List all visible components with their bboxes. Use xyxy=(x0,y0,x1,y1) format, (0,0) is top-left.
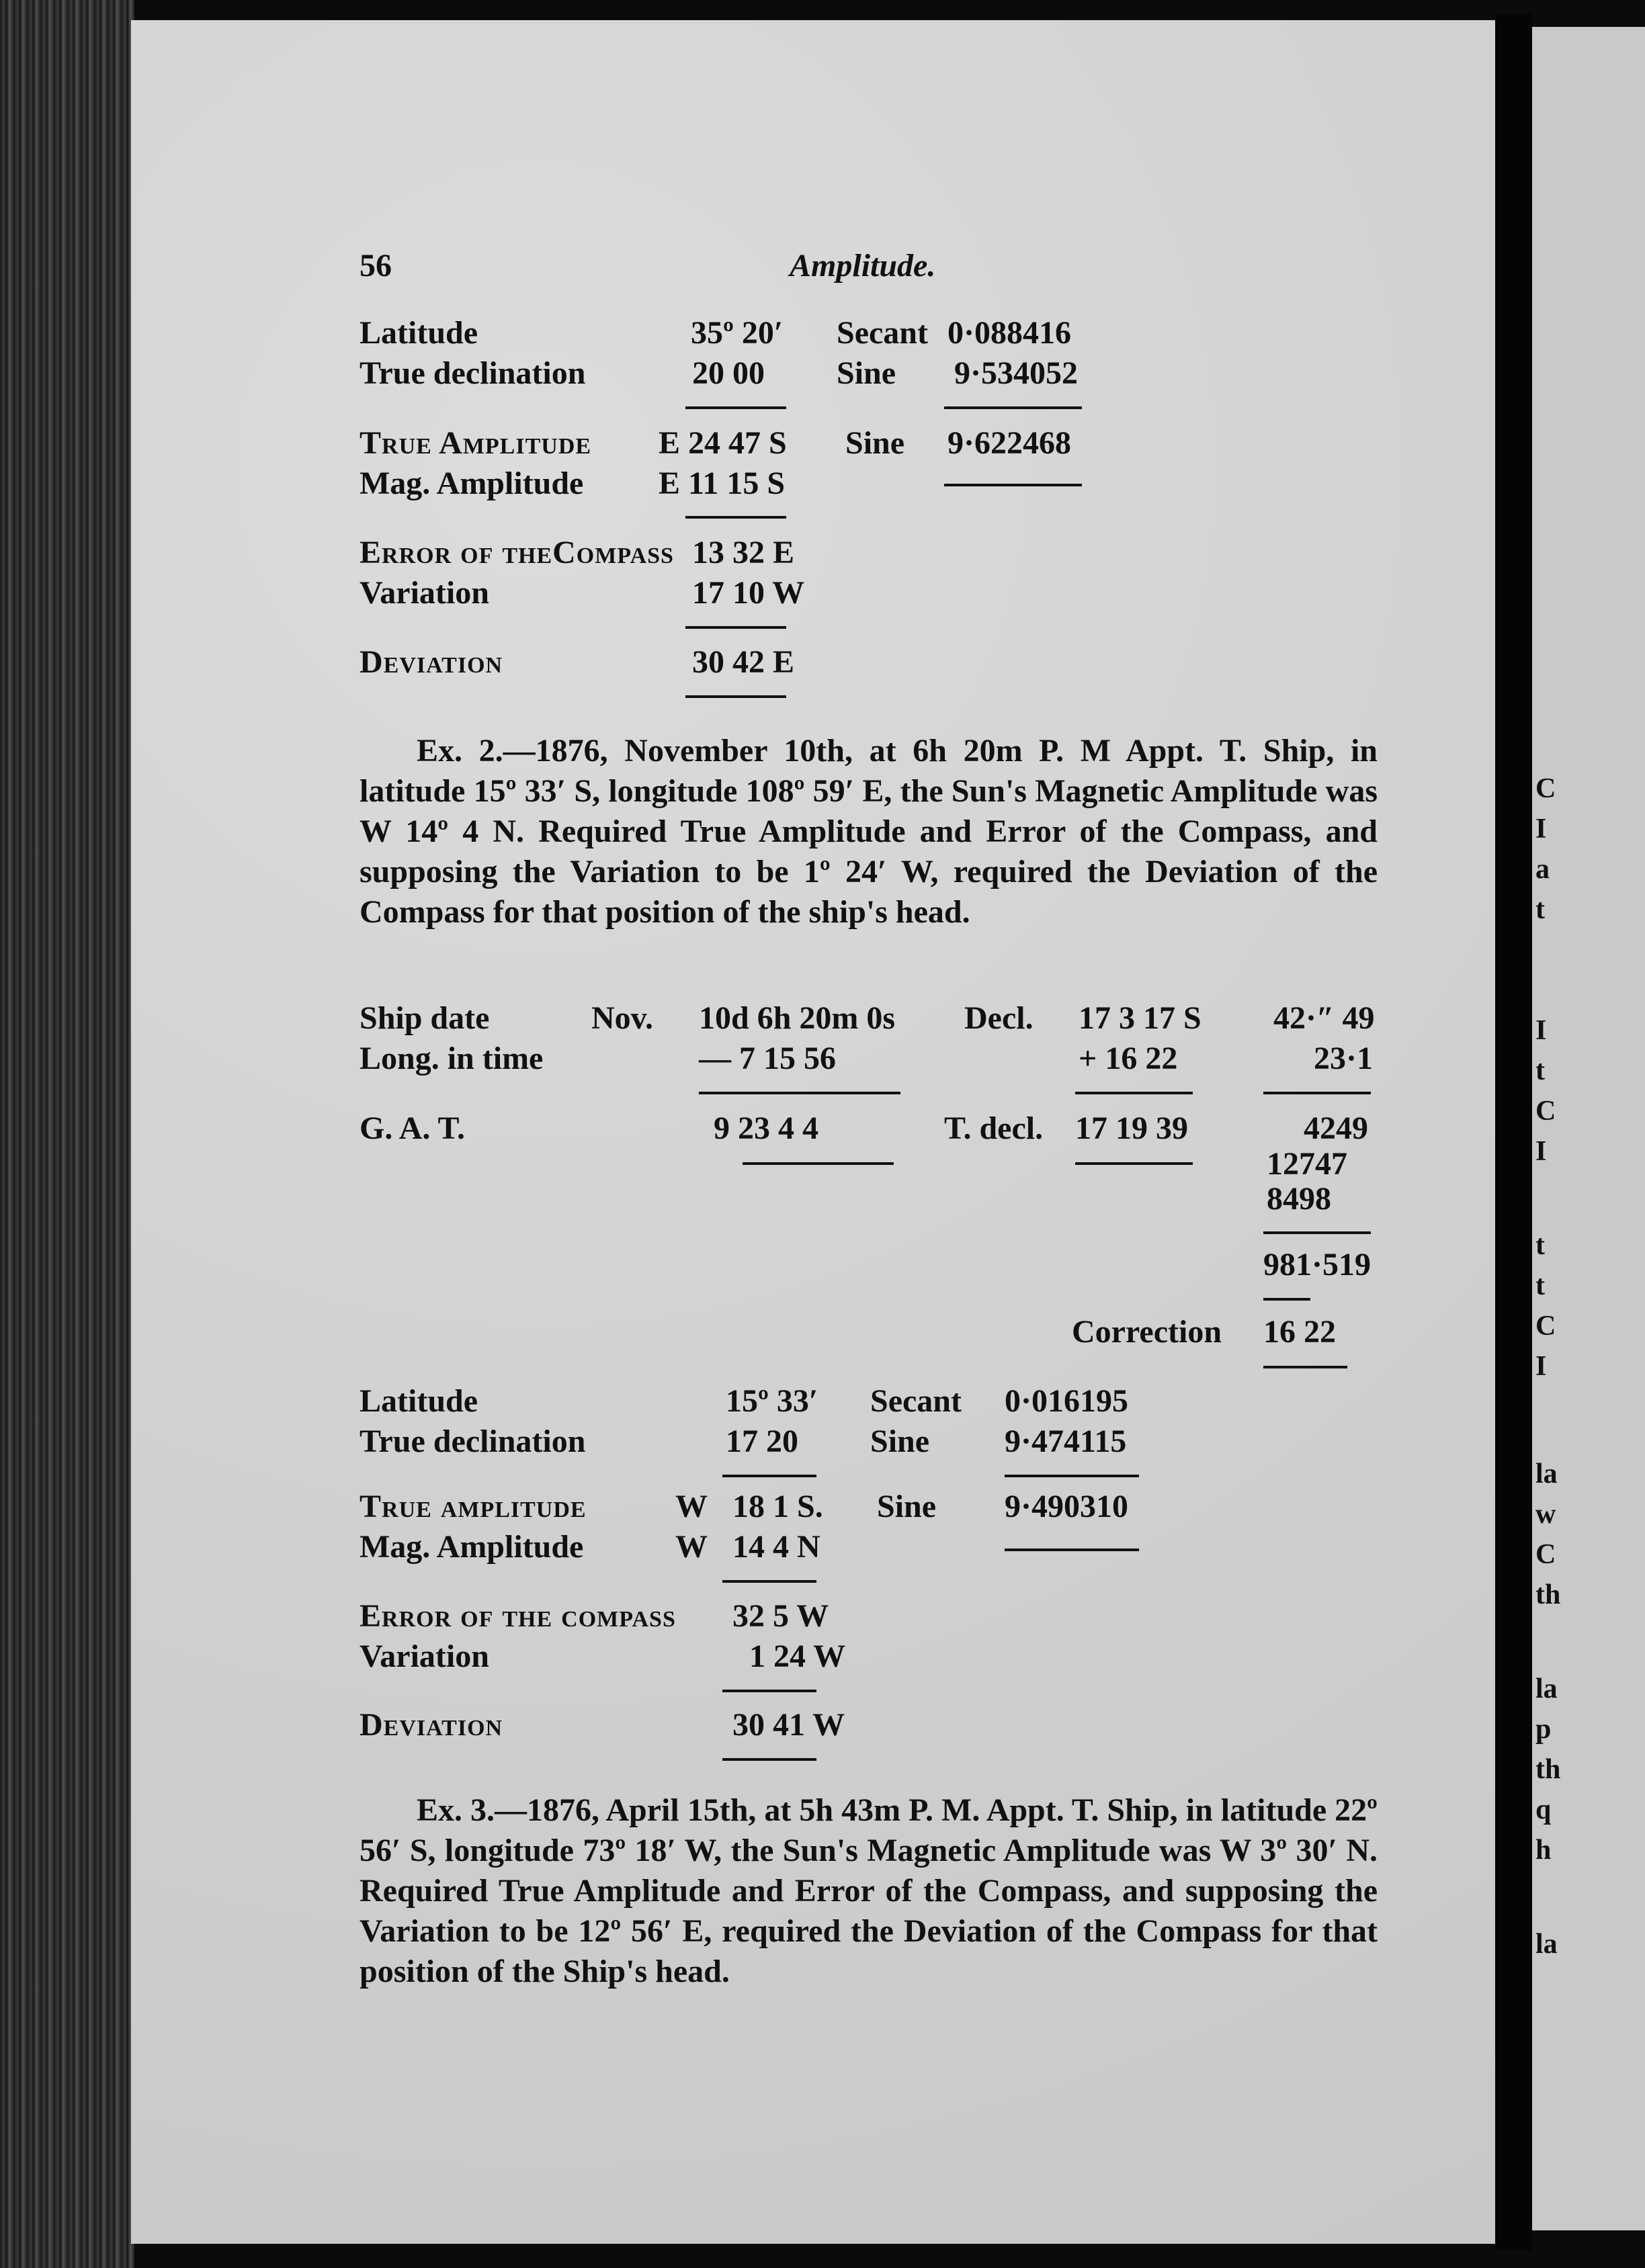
ex2-rule-6 xyxy=(722,1758,816,1761)
facing-page-fragment: C xyxy=(1535,1311,1556,1342)
facing-page-fragment: la xyxy=(1535,1929,1558,1960)
ex2-hourly-diff: 42·″ 49 xyxy=(1273,1000,1375,1036)
facing-page-fragment: C xyxy=(1535,773,1556,804)
ex2-variation-label: Variation xyxy=(360,1639,489,1674)
ex1-rule-5 xyxy=(685,626,786,629)
ex2-error-value: 32 5 W xyxy=(732,1598,829,1634)
ex2-true-amp-dir: W xyxy=(675,1489,708,1524)
ex1-true-amp-value: E 24 47 S xyxy=(659,425,787,461)
facing-page-fragment: t xyxy=(1535,1230,1545,1261)
ex2-true-amp-log: 9·490310 xyxy=(1005,1489,1129,1524)
ex2-tdecl-value: 17 19 39 xyxy=(1075,1110,1188,1146)
facing-page-fragment: w xyxy=(1535,1499,1556,1530)
ex1-deviation-label: Deviation xyxy=(360,644,503,680)
ex2-paragraph: Ex. 2.—1876, November 10th, at 6h 20m P. M Appt. T. Ship, in latitude 15º 33′ S, longitude 108º 59′ E, the Sun's Magnetic Amplitude was W 14º 4 N. Required True Amplitude and Error of the Compass, and supposing the Variation to be 1º 24′ W, required the Deviation of the Compass for that position of the ship's head. xyxy=(360,733,1378,930)
ex2-variation-value: 1 24 W xyxy=(749,1639,846,1674)
facing-page-fragment: a xyxy=(1535,854,1550,885)
ex2-product-2: 12747 xyxy=(1267,1146,1347,1182)
ex2-true-decl-func: Sine xyxy=(870,1424,930,1459)
ex1-deviation-value: 30 42 E xyxy=(692,644,795,680)
ex2-long-time-label: Long. in time xyxy=(360,1041,544,1076)
facing-page-fragment: p xyxy=(1535,1714,1552,1745)
ex2-product-1: 4249 xyxy=(1304,1110,1368,1146)
facing-page-fragment: I xyxy=(1535,1015,1547,1046)
ex2-gat-label: G. A. T. xyxy=(360,1110,465,1146)
ex2-mag-amp-value: 14 4 N xyxy=(732,1529,820,1565)
ex2-rule-gat xyxy=(743,1162,894,1165)
book-binding xyxy=(0,0,134,2268)
facing-page-fragment: th xyxy=(1535,1754,1561,1785)
ex2-latitude-label: Latitude xyxy=(360,1383,478,1419)
ex2-latitude-log: 0·016195 xyxy=(1005,1383,1129,1419)
ex2-ship-date-month: Nov. xyxy=(591,1000,654,1036)
ex2-rule-hourly xyxy=(1263,1092,1371,1094)
ex1-true-decl-func: Sine xyxy=(837,355,896,391)
ex1-true-decl-value: 20 00 xyxy=(692,355,765,391)
ex2-latitude-func: Secant xyxy=(870,1383,962,1419)
ex2-true-amp-label: True amplitude xyxy=(360,1489,587,1524)
facing-page-edge xyxy=(1532,27,1645,2230)
ex2-rule-tdecl xyxy=(1075,1162,1193,1165)
ex2-true-amp-func: Sine xyxy=(877,1489,937,1524)
ex2-long-time-value: — 7 15 56 xyxy=(699,1041,836,1076)
ex2-tdecl-label: T. decl. xyxy=(944,1110,1044,1146)
ex1-true-decl-label: True declination xyxy=(360,355,586,391)
ex1-true-amp-func: Sine xyxy=(845,425,905,461)
ex2-true-decl-log: 9·474115 xyxy=(1005,1424,1127,1459)
ex2-rule-2 xyxy=(1005,1475,1139,1477)
ex1-latitude-func: Secant xyxy=(837,315,928,351)
facing-page-fragment: t xyxy=(1535,894,1545,925)
ex1-true-decl-log: 9·534052 xyxy=(954,355,1079,391)
ex1-rule-2 xyxy=(944,406,1082,409)
ex2-true-decl-label: True declination xyxy=(360,1424,586,1459)
ex2-rule-product xyxy=(1263,1231,1371,1234)
ex1-true-amp-label: True Amplitude xyxy=(360,425,592,461)
facing-page-fragment: la xyxy=(1535,1673,1558,1704)
facing-page-fragment: th xyxy=(1535,1579,1561,1610)
ex3-paragraph: Ex. 3.—1876, April 15th, at 5h 43m P. M. Appt. T. Ship, in latitude 22º 56′ S, longitude 73º 18′ W, the Sun's Magnetic Amplitude was W 3º 30′ N. Required True Amplitude and Error of the Compass, and supposing the Variation to be 12º 56′ E, required the Deviation of the Compass for that position of the Ship's head. xyxy=(360,1792,1378,1989)
ex2-correction-label: Correction xyxy=(1072,1314,1222,1350)
ex1-error-value: 13 32 E xyxy=(692,535,795,570)
ex2-rule-3 xyxy=(722,1580,816,1583)
ex2-product-3: 8498 xyxy=(1267,1181,1331,1217)
facing-page-fragment: C xyxy=(1535,1539,1556,1570)
facing-page-fragment: t xyxy=(1535,1270,1545,1301)
ex2-rule-1 xyxy=(722,1475,816,1477)
ex2-decl-value: 17 3 17 S xyxy=(1079,1000,1201,1036)
ex1-latitude-log: 0·088416 xyxy=(947,315,1072,351)
ex2-gat-value: 9 23 4 4 xyxy=(714,1110,818,1146)
ex1-true-amp-log: 9·622468 xyxy=(947,425,1072,461)
ex1-rule-3 xyxy=(685,516,786,519)
ex1-variation-label: Variation xyxy=(360,575,489,611)
ex2-deviation-label: Deviation xyxy=(360,1707,503,1743)
ex2-mag-amp-dir: W xyxy=(675,1529,708,1565)
facing-page-fragment: I xyxy=(1535,1136,1547,1167)
ex2-ship-date-value: 10d 6h 20m 0s xyxy=(699,1000,896,1036)
ex1-rule-1 xyxy=(685,406,786,409)
facing-page-fragment: t xyxy=(1535,1055,1545,1086)
book-gutter xyxy=(1495,13,1532,2251)
ex1-rule-6 xyxy=(685,695,786,698)
ex2-rule-time xyxy=(699,1092,900,1094)
ex2-deviation-value: 30 41 W xyxy=(732,1707,845,1743)
ex1-variation-value: 17 10 W xyxy=(692,575,805,611)
ex2-rule-4 xyxy=(1005,1549,1139,1551)
ex1-latitude-value: 35º 20′ xyxy=(691,315,784,351)
ex1-mag-amp-value: E 11 15 S xyxy=(659,466,786,501)
ex2-decl-label: Decl. xyxy=(964,1000,1034,1036)
ex2-rule-decl xyxy=(1075,1092,1193,1094)
ex2-true-amp-value: 18 1 S. xyxy=(732,1489,823,1524)
ex2-rule-correction xyxy=(1263,1366,1347,1368)
ex2-correction-value: 16 22 xyxy=(1263,1314,1336,1350)
ex1-latitude-label: Latitude xyxy=(360,315,478,351)
facing-page-fragment: I xyxy=(1535,814,1547,844)
ex2-ship-date-label: Ship date xyxy=(360,1000,490,1036)
ex2-hours: 23·1 xyxy=(1314,1041,1374,1076)
ex2-product-total: 981·519 xyxy=(1263,1247,1372,1282)
ex2-decl-correction: + 16 22 xyxy=(1079,1041,1178,1076)
ex2-rule-total xyxy=(1263,1298,1310,1301)
facing-page-fragment: la xyxy=(1535,1458,1558,1489)
ex1-error-label: Error of theCompass xyxy=(360,535,674,570)
ex2-latitude-value: 15º 33′ xyxy=(726,1383,818,1419)
ex1-mag-amp-label: Mag. Amplitude xyxy=(360,466,584,501)
ex2-true-decl-value: 17 20 xyxy=(726,1424,798,1459)
ex2-rule-5 xyxy=(722,1690,816,1692)
facing-page-fragment: C xyxy=(1535,1096,1556,1127)
running-title: Amplitude. xyxy=(790,248,936,284)
ex1-rule-4 xyxy=(944,484,1082,486)
facing-page-fragment: h xyxy=(1535,1835,1552,1866)
ex2-mag-amp-label: Mag. Amplitude xyxy=(360,1529,584,1565)
facing-page-fragment: q xyxy=(1535,1794,1552,1825)
page-number: 56 xyxy=(360,248,392,284)
ex2-error-label: Error of the compass xyxy=(360,1598,676,1634)
facing-page-fragment: I xyxy=(1535,1351,1547,1382)
